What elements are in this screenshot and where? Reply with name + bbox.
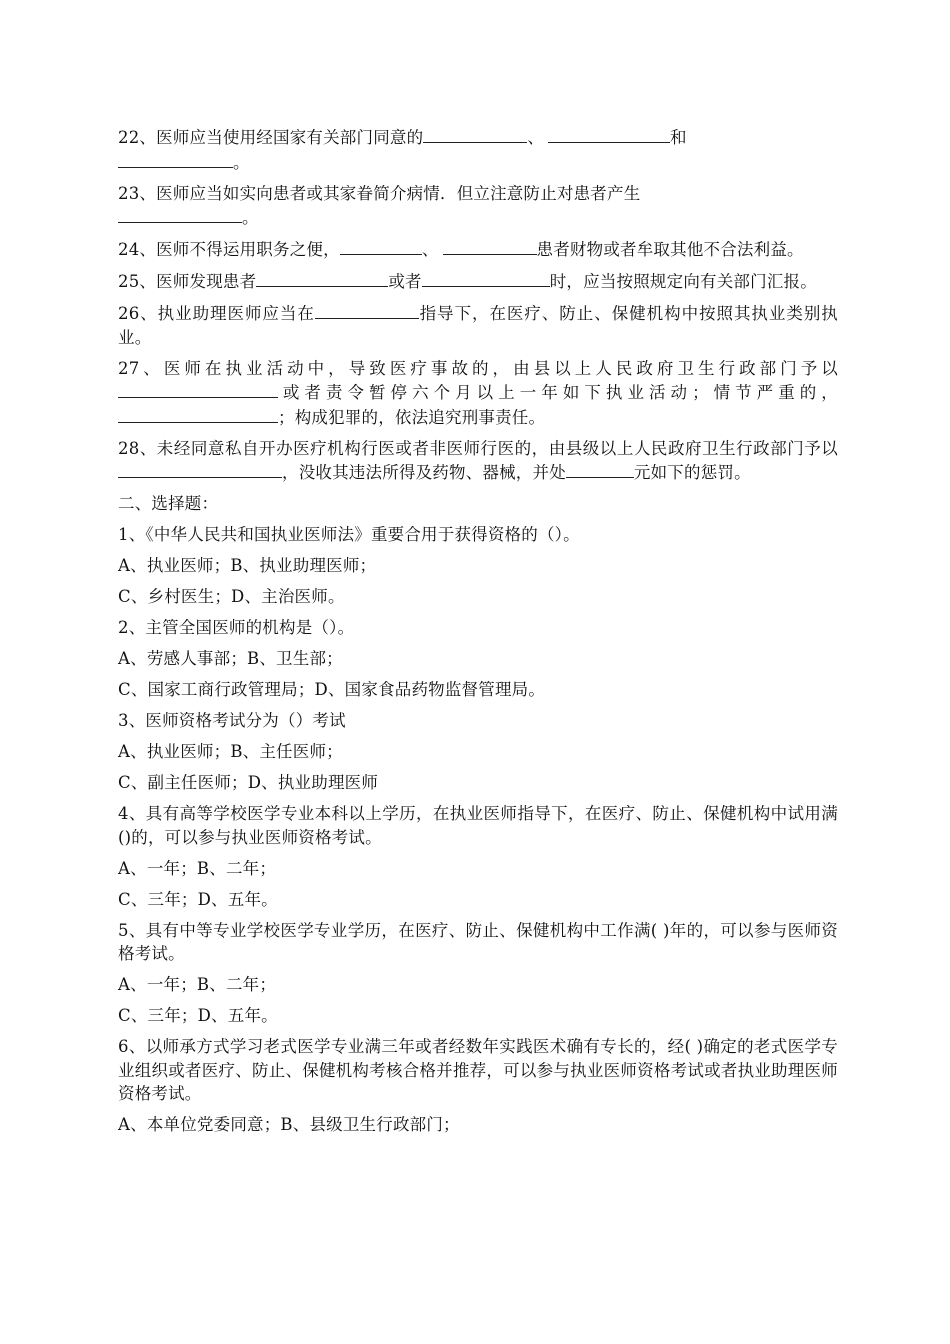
question-number: 5 [118, 920, 129, 940]
question-text: 元如下的惩罚。 [633, 463, 751, 482]
question-text: 时，应当按照规定向有关部门汇报。 [549, 272, 817, 291]
question-text: ；构成犯罪的，依法追究刑事责任。 [278, 407, 546, 427]
choice-question-3: 3、医师资格考试分为（）考试 [118, 711, 346, 730]
fill-blank-question-24: 24、医师不得运用职务之便， 、 患者财物或者牟取其他不合法利益。 [118, 237, 838, 262]
question-text: 和 [670, 128, 687, 147]
question-text: 指导下，在医疗、防止、保健机构中按照其执业类别执业。 [118, 304, 838, 347]
question-text: 医师资格考试分为（）考试 [145, 711, 346, 730]
separator-text: 、 [527, 128, 545, 147]
question-number: 28 [118, 438, 140, 458]
answer-blank[interactable] [118, 150, 233, 168]
choice-question-1: 1、《中华人民共和国执业医师法》重要合用于获得资格的（）。 [118, 525, 580, 544]
answer-blank[interactable] [315, 301, 419, 319]
question-number: 2 [118, 618, 129, 637]
question-text: 患者财物或者牟取其他不合法利益。 [536, 240, 804, 259]
question-text: 医师应当如实向患者或其家眷简介病情．但立注意防止对患者产生 [156, 183, 641, 203]
question-text: 医师应当使用经国家有关部门同意的 [156, 128, 424, 147]
option-line: C、三年；D、五年。 [118, 1006, 278, 1025]
question-text: 医师在执业活动中，导致医疗事故的，由县以上人民政府卫生行政部门予以 [163, 358, 839, 378]
option-line: A、本单位党委同意；B、县级卫生行政部门； [118, 1115, 460, 1134]
question-text: 。 [242, 208, 259, 227]
question-number: 25 [118, 272, 140, 291]
question-text: 或者责令暂停六个月以上一年如下执业活动；情节严重的， [278, 383, 838, 402]
question-number: 3 [118, 711, 129, 730]
answer-blank[interactable] [443, 237, 537, 255]
question-text: 具有高等学校医学专业本科以上学历，在执业医师指导下，在医疗、防止、保健机构中试用满()的，可以参与执业医师资格考试。 [118, 804, 838, 847]
fill-blank-question-28: 28、未经同意私自开办医疗机构行医或者非医师行医的，由县级以上人民政府卫生行政部门予以，没收其违法所得及药物、器械，并处 元如下的惩罚。 [118, 438, 839, 482]
question-text: 或者 [388, 272, 422, 291]
answer-blank[interactable] [118, 205, 242, 223]
section-heading: 二、选择题： [118, 494, 219, 513]
choice-question-4: 4、具有高等学校医学专业本科以上学历，在执业医师指导下，在医疗、防止、保健机构中试用满()的，可以参与执业医师资格考试。 [118, 804, 838, 847]
question-number: 24 [118, 240, 140, 259]
question-number: 26 [118, 304, 140, 323]
choice-question-5: 5、具有中等专业学校医学专业学历，在医疗、防止、保健机构中工作满( )年的，可以参与医师资格考试。 [118, 920, 838, 963]
question-text: 医师不得运用职务之便， [156, 240, 340, 259]
question-number: 23 [118, 183, 140, 203]
question-number: 1 [118, 525, 129, 544]
option-line: C、国家工商行政管理局；D、国家食品药物监督管理局。 [118, 680, 546, 699]
fill-blank-question-27: 27、医师在执业活动中，导致医疗事故的，由县以上人民政府卫生行政部门予以或者责令暂停六个月以上一年如下执业活动；情节严重的，；构成犯罪的，依法追究刑事责任。 [118, 358, 839, 427]
option-line: A、执业医师；B、主任医师； [118, 742, 343, 761]
separator-text: 、 [421, 240, 439, 259]
answer-blank[interactable] [118, 405, 278, 423]
option-line: C、三年；D、五年。 [118, 889, 278, 909]
answer-blank[interactable] [256, 269, 388, 287]
answer-blank[interactable] [423, 125, 527, 143]
choice-question-2: 2、主管全国医师的机构是（）。 [118, 618, 355, 637]
fill-blank-question-26: 26、执业助理医师应当在 指导下，在医疗、防止、保健机构中按照其执业类别执业。 [118, 301, 838, 349]
question-text: 。 [233, 152, 250, 172]
option-line: C、副主任医师；D、执业助理医师 [118, 773, 379, 792]
question-text: 执业助理医师应当在 [157, 304, 315, 323]
answer-blank[interactable] [422, 269, 550, 287]
document-body [118, 125, 838, 1144]
option-line: A、一年；B、二年； [118, 975, 277, 994]
answer-blank[interactable] [118, 460, 282, 478]
question-text: 《中华人民共和国执业医师法》重要合用于获得资格的（）。 [145, 525, 580, 544]
option-line: C、乡村医生；D、主治医师。 [118, 587, 345, 606]
question-number: 22 [118, 128, 140, 147]
answer-blank[interactable] [340, 237, 422, 255]
option-line: A、一年；B、二年； [118, 858, 277, 878]
question-text: 以师承方式学习老式医学专业满三年或者经数年实践医术确有专长的，经( )确定的老式医学专业组织或者医疗、防止、保健机构考核合格并推荐，可以参与执业医师资格考试或者执业助理医师资格考试。 [118, 1037, 838, 1103]
fill-blank-question-23: 23、医师应当如实向患者或其家眷简介病情．但立注意防止对患者产生 。 [118, 183, 641, 227]
option-line: A、执业医师；B、执业助理医师； [118, 556, 377, 575]
answer-blank[interactable] [566, 460, 634, 478]
fill-blank-question-22: 22、医师应当使用经国家有关部门同意的 、 和 。 [118, 125, 838, 174]
question-number: 4 [118, 804, 129, 823]
option-line: A、劳感人事部；B、卫生部； [118, 649, 343, 668]
question-number: 6 [118, 1037, 129, 1056]
fill-blank-question-25: 25、医师发现患者 或者 时，应当按照规定向有关部门汇报。 [118, 269, 838, 294]
question-text: 医师发现患者 [156, 272, 257, 291]
question-text: ，没收其违法所得及药物、器械，并处 [282, 463, 566, 482]
choice-question-6: 6、以师承方式学习老式医学专业满三年或者经数年实践医术确有专长的，经( )确定的老式医学专业组织或者医疗、防止、保健机构考核合格并推荐，可以参与执业医师资格考试或者执业助理医师资格考试。 [118, 1037, 838, 1103]
question-text: 具有中等专业学校医学专业学历，在医疗、防止、保健机构中工作满( )年的，可以参与医师资格考试。 [118, 920, 838, 963]
answer-blank[interactable] [118, 380, 278, 398]
question-text: 主管全国医师的机构是（）。 [145, 618, 355, 637]
answer-blank[interactable] [548, 125, 670, 143]
question-text: 未经同意私自开办医疗机构行医或者非医师行医的，由县级以上人民政府卫生行政部门予以 [156, 438, 839, 458]
question-number: 27 [118, 358, 140, 378]
